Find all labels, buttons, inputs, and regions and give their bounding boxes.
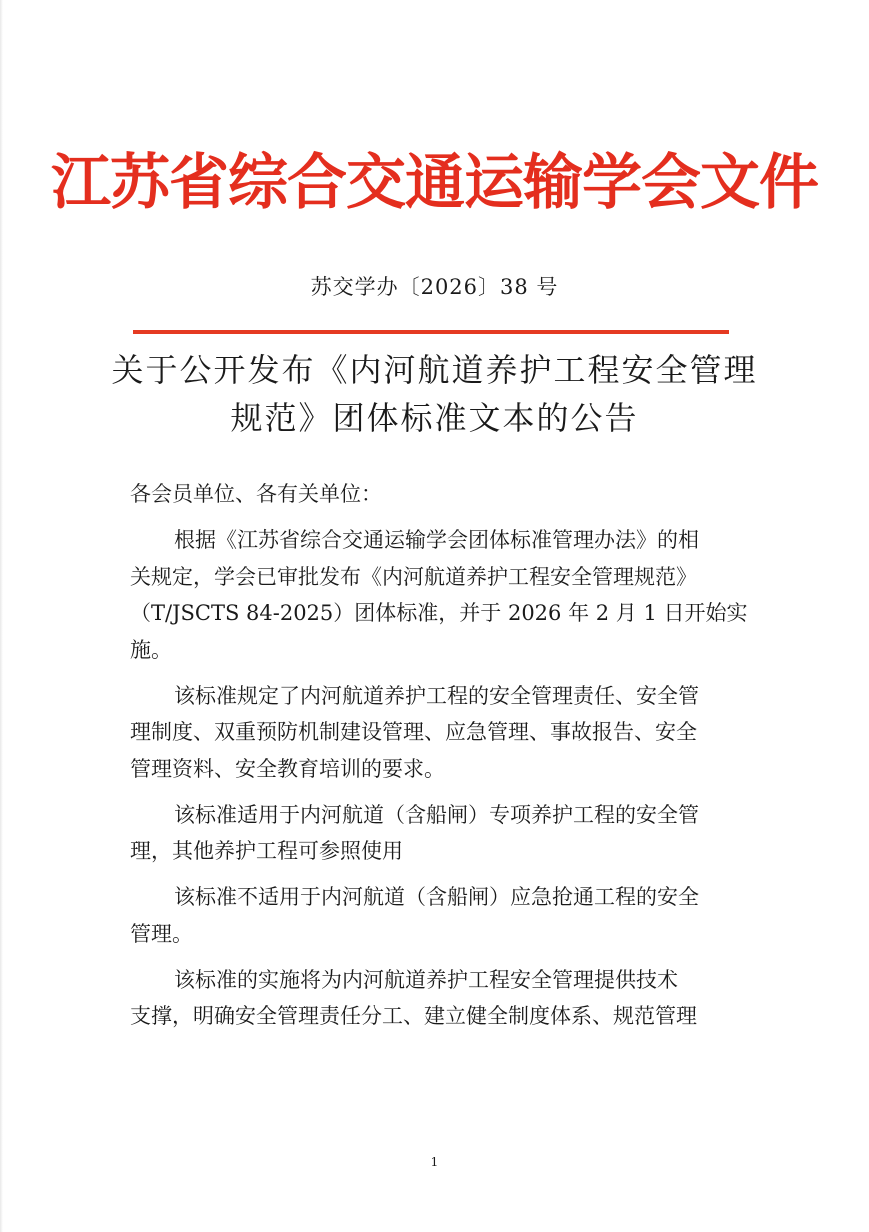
- paragraph-4: [130, 879, 742, 952]
- paragraph-2: [130, 678, 742, 788]
- notice-title-line-1: 关于公开发布《内河航道养护工程安全管理: [111, 351, 758, 389]
- paragraph-line: 管理。: [130, 921, 193, 946]
- red-divider-line: [133, 330, 729, 334]
- paragraph-line: （T/JSCTS 84-2025）团体标准，并于 2026 年 2 月 1 日开始实: [130, 601, 748, 625]
- paragraph-line: 关规定，学会已审批发布《内河航道养护工程安全管理规范》: [130, 564, 697, 589]
- paragraph-line: 理制度、双重预防机制建设管理、应急管理、事故报告、安全: [130, 720, 697, 744]
- notice-title-line-2: 规范》团体标准文本的公告: [230, 399, 639, 437]
- document-number: 苏交学办〔2026〕38 号: [310, 275, 559, 299]
- paragraph-line: 理，其他养护工程可参照使用: [130, 839, 403, 863]
- paragraph-line: 该标准的实施将为内河航道养护工程安全管理提供技术: [174, 967, 678, 992]
- paragraph-5: [130, 962, 742, 1035]
- paragraph-line: 该标准适用于内河航道（含船闸）专项养护工程的安全管: [174, 802, 699, 827]
- paragraph-line: 支撑，明确安全管理责任分工、建立健全制度体系、规范管理: [130, 1004, 697, 1028]
- paragraph-line: 该标准不适用于内河航道（含船闸）应急抢通工程的安全: [174, 885, 699, 909]
- notice-title: [0, 346, 869, 442]
- document-body: [130, 476, 748, 1044]
- page-number: 1: [430, 1155, 439, 1169]
- paragraph-line: 该标准规定了内河航道养护工程的安全管理责任、安全管: [174, 683, 699, 708]
- paragraph-line: 管理资料、安全教育培训的要求。: [130, 756, 445, 781]
- masthead-title: 江苏省综合交通运输学会文件: [51, 148, 818, 218]
- paragraph-line: 施。: [130, 637, 172, 662]
- paragraph-3: [130, 797, 742, 870]
- paragraph-line: 根据《江苏省综合交通运输学会团体标准管理办法》的相: [174, 528, 699, 552]
- salutation: 各会员单位、各有关单位：: [130, 482, 382, 506]
- paragraph-1: [130, 522, 748, 668]
